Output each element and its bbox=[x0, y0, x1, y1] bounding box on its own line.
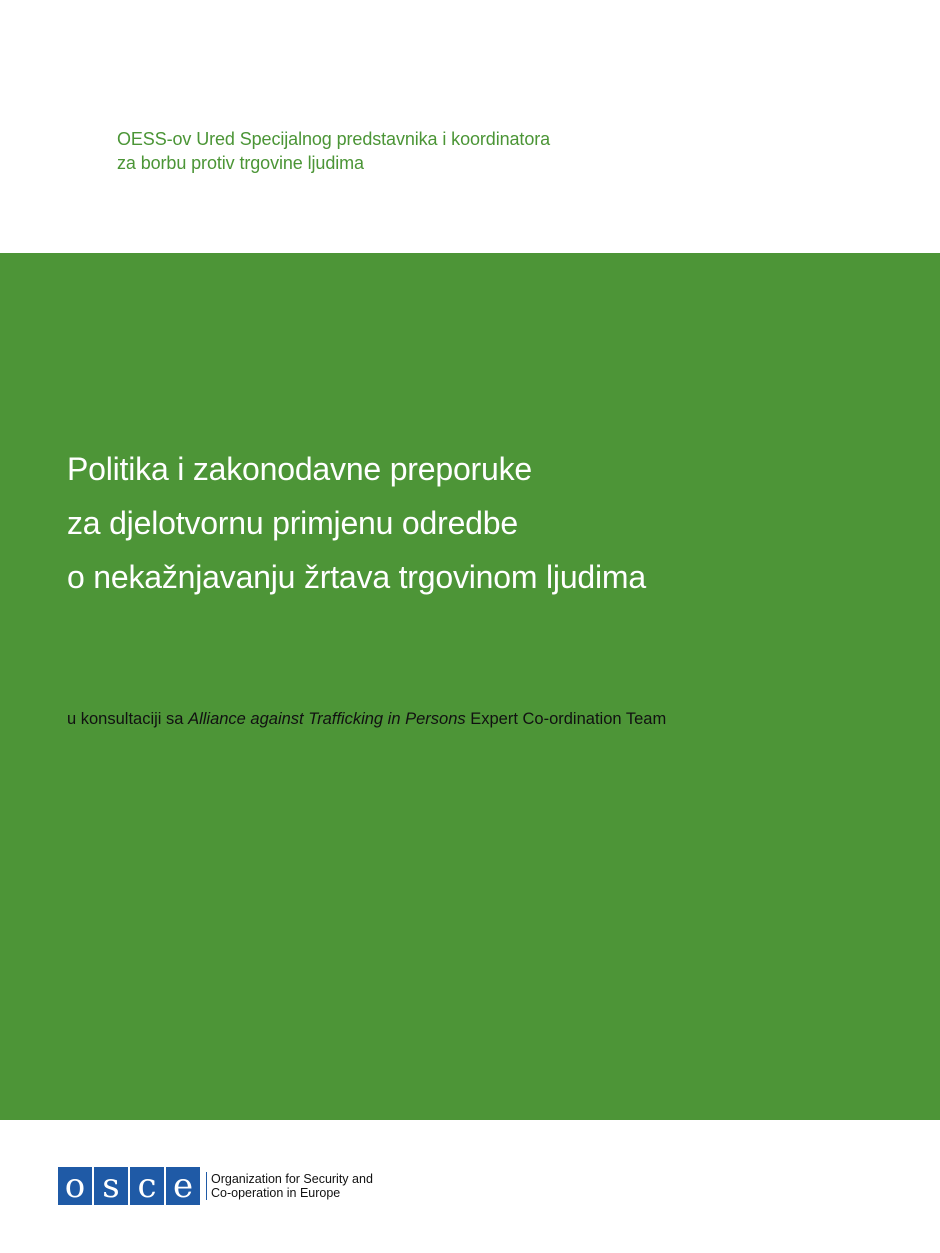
osce-logo bbox=[58, 1167, 373, 1205]
subtitle-suffix: Expert Co-ordination Team bbox=[465, 710, 667, 728]
osce-letter-o: o bbox=[58, 1167, 92, 1205]
office-line-1: OESS-ov Ured Specijalnog predstavnika i koordinatora bbox=[117, 129, 551, 149]
org-name-line-1: Organization for Security and bbox=[211, 1172, 373, 1186]
org-name-line-2: Co-operation in Europe bbox=[211, 1186, 341, 1200]
osce-letter-e: e bbox=[166, 1167, 200, 1205]
osce-logo-mark bbox=[58, 1167, 200, 1205]
organization-name bbox=[206, 1172, 373, 1200]
office-header bbox=[117, 127, 550, 175]
green-cover-band bbox=[0, 253, 940, 1120]
document-title bbox=[67, 442, 646, 604]
title-line-2: za djelotvornu primjenu odredbe bbox=[67, 505, 518, 541]
osce-letter-c: c bbox=[130, 1167, 164, 1205]
title-line-3: o nekažnjavanju žrtava trgovinom ljudima bbox=[67, 559, 646, 595]
office-line-2: za borbu protiv trgovine ljudima bbox=[117, 153, 364, 173]
subtitle-prefix: u konsultaciji sa bbox=[67, 710, 189, 728]
osce-letter-s: s bbox=[94, 1167, 128, 1205]
consultation-subtitle bbox=[67, 707, 666, 731]
title-line-1: Politika i zakonodavne preporuke bbox=[67, 451, 533, 487]
subtitle-alliance-name: Alliance against Trafficking in Persons bbox=[188, 710, 466, 728]
